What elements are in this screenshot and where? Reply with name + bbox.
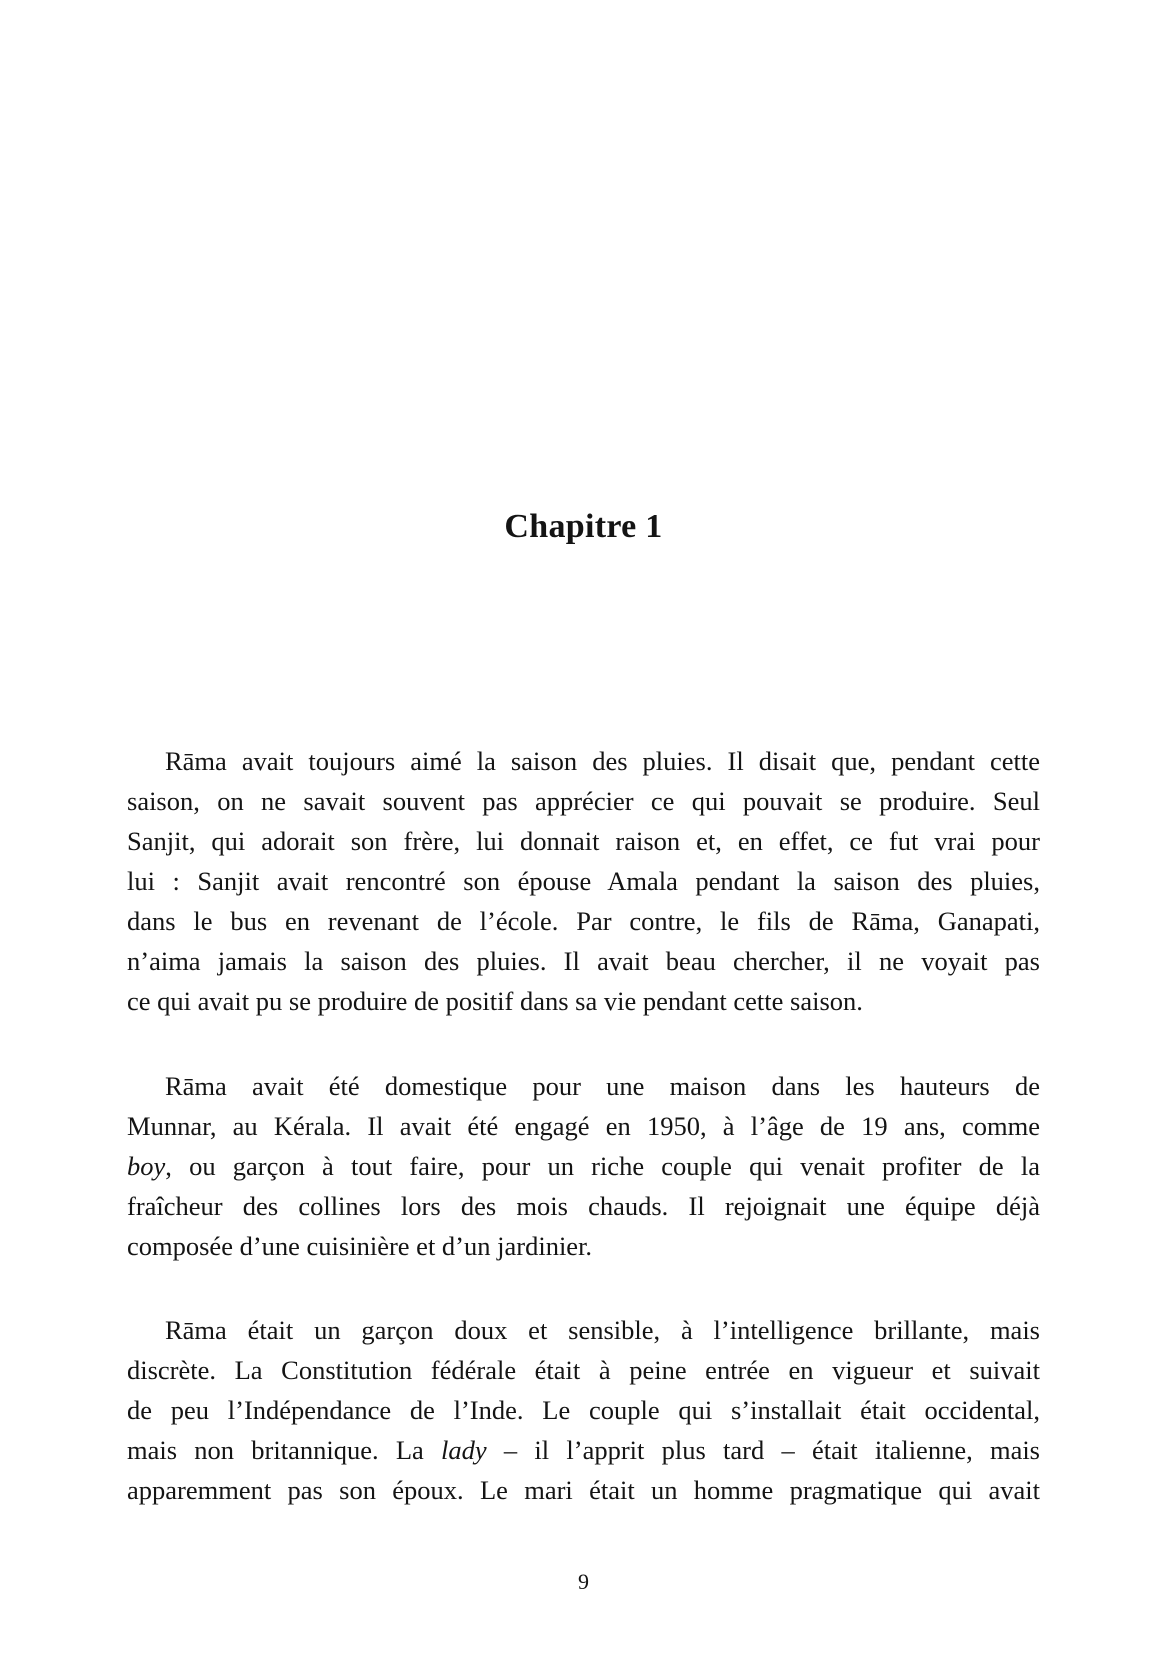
text-line: apparemment pas son époux. Le mari était un homme pragmatique qui avait (127, 1475, 1040, 1505)
text-line: dans le bus en revenant de l’école. Par contre, le fils de Rāma, Ganapati, (127, 906, 1040, 936)
paragraph-2 (127, 1066, 1040, 1266)
text-line: n’aima jamais la saison des pluies. Il avait beau chercher, il ne voyait pas (127, 946, 1040, 976)
text-line: composée d’une cuisinière et d’un jardinier. (127, 1231, 593, 1261)
text-line: discrète. La Constitution fédérale était à peine entrée en vigueur et suivait (127, 1355, 1040, 1385)
text-line: Munnar, au Kérala. Il avait été engagé en 1950, à l’âge de 19 ans, comme (127, 1111, 1040, 1141)
paragraph-3 (127, 1310, 1040, 1510)
text-line (127, 1430, 1040, 1470)
italic-term: lady (441, 1435, 487, 1465)
page-number: 9 (578, 1569, 589, 1594)
text-line: saison, on ne savait souvent pas apprécier ce qui pouvait se produire. Seul (127, 786, 1040, 816)
text-line: fraîcheur des collines lors des mois chauds. Il rejoignait une équipe déjà (127, 1191, 1040, 1221)
text-line: Rāma avait toujours aimé la saison des pluies. Il disait que, pendant cette (165, 746, 1040, 776)
text-line: Rāma était un garçon doux et sensible, à l’intelligence brillante, mais (165, 1315, 1040, 1345)
text-line (127, 1146, 1040, 1186)
text-line: lui : Sanjit avait rencontré son épouse Amala pendant la saison des pluies, (127, 866, 1040, 896)
chapter-title: Chapitre 1 (504, 508, 663, 545)
paragraph-1 (127, 741, 1040, 1021)
text-fragment: mais non britannique. La (127, 1435, 442, 1465)
text-line: Sanjit, qui adorait son frère, lui donnait raison et, en effet, ce fut vrai pour (127, 826, 1040, 856)
text-line: de peu l’Indépendance de l’Inde. Le couple qui s’installait était occidental, (127, 1395, 1040, 1425)
text-fragment: , ou garçon à tout faire, pour un riche couple qui venait profiter de la (165, 1151, 1040, 1181)
text-line: Rāma avait été domestique pour une maison dans les hauteurs de (165, 1071, 1040, 1101)
text-line: ce qui avait pu se produire de positif dans sa vie pendant cette saison. (127, 986, 863, 1016)
text-fragment: – il l’apprit plus tard – était italienne, mais (486, 1435, 1040, 1465)
italic-term: boy (127, 1151, 166, 1181)
